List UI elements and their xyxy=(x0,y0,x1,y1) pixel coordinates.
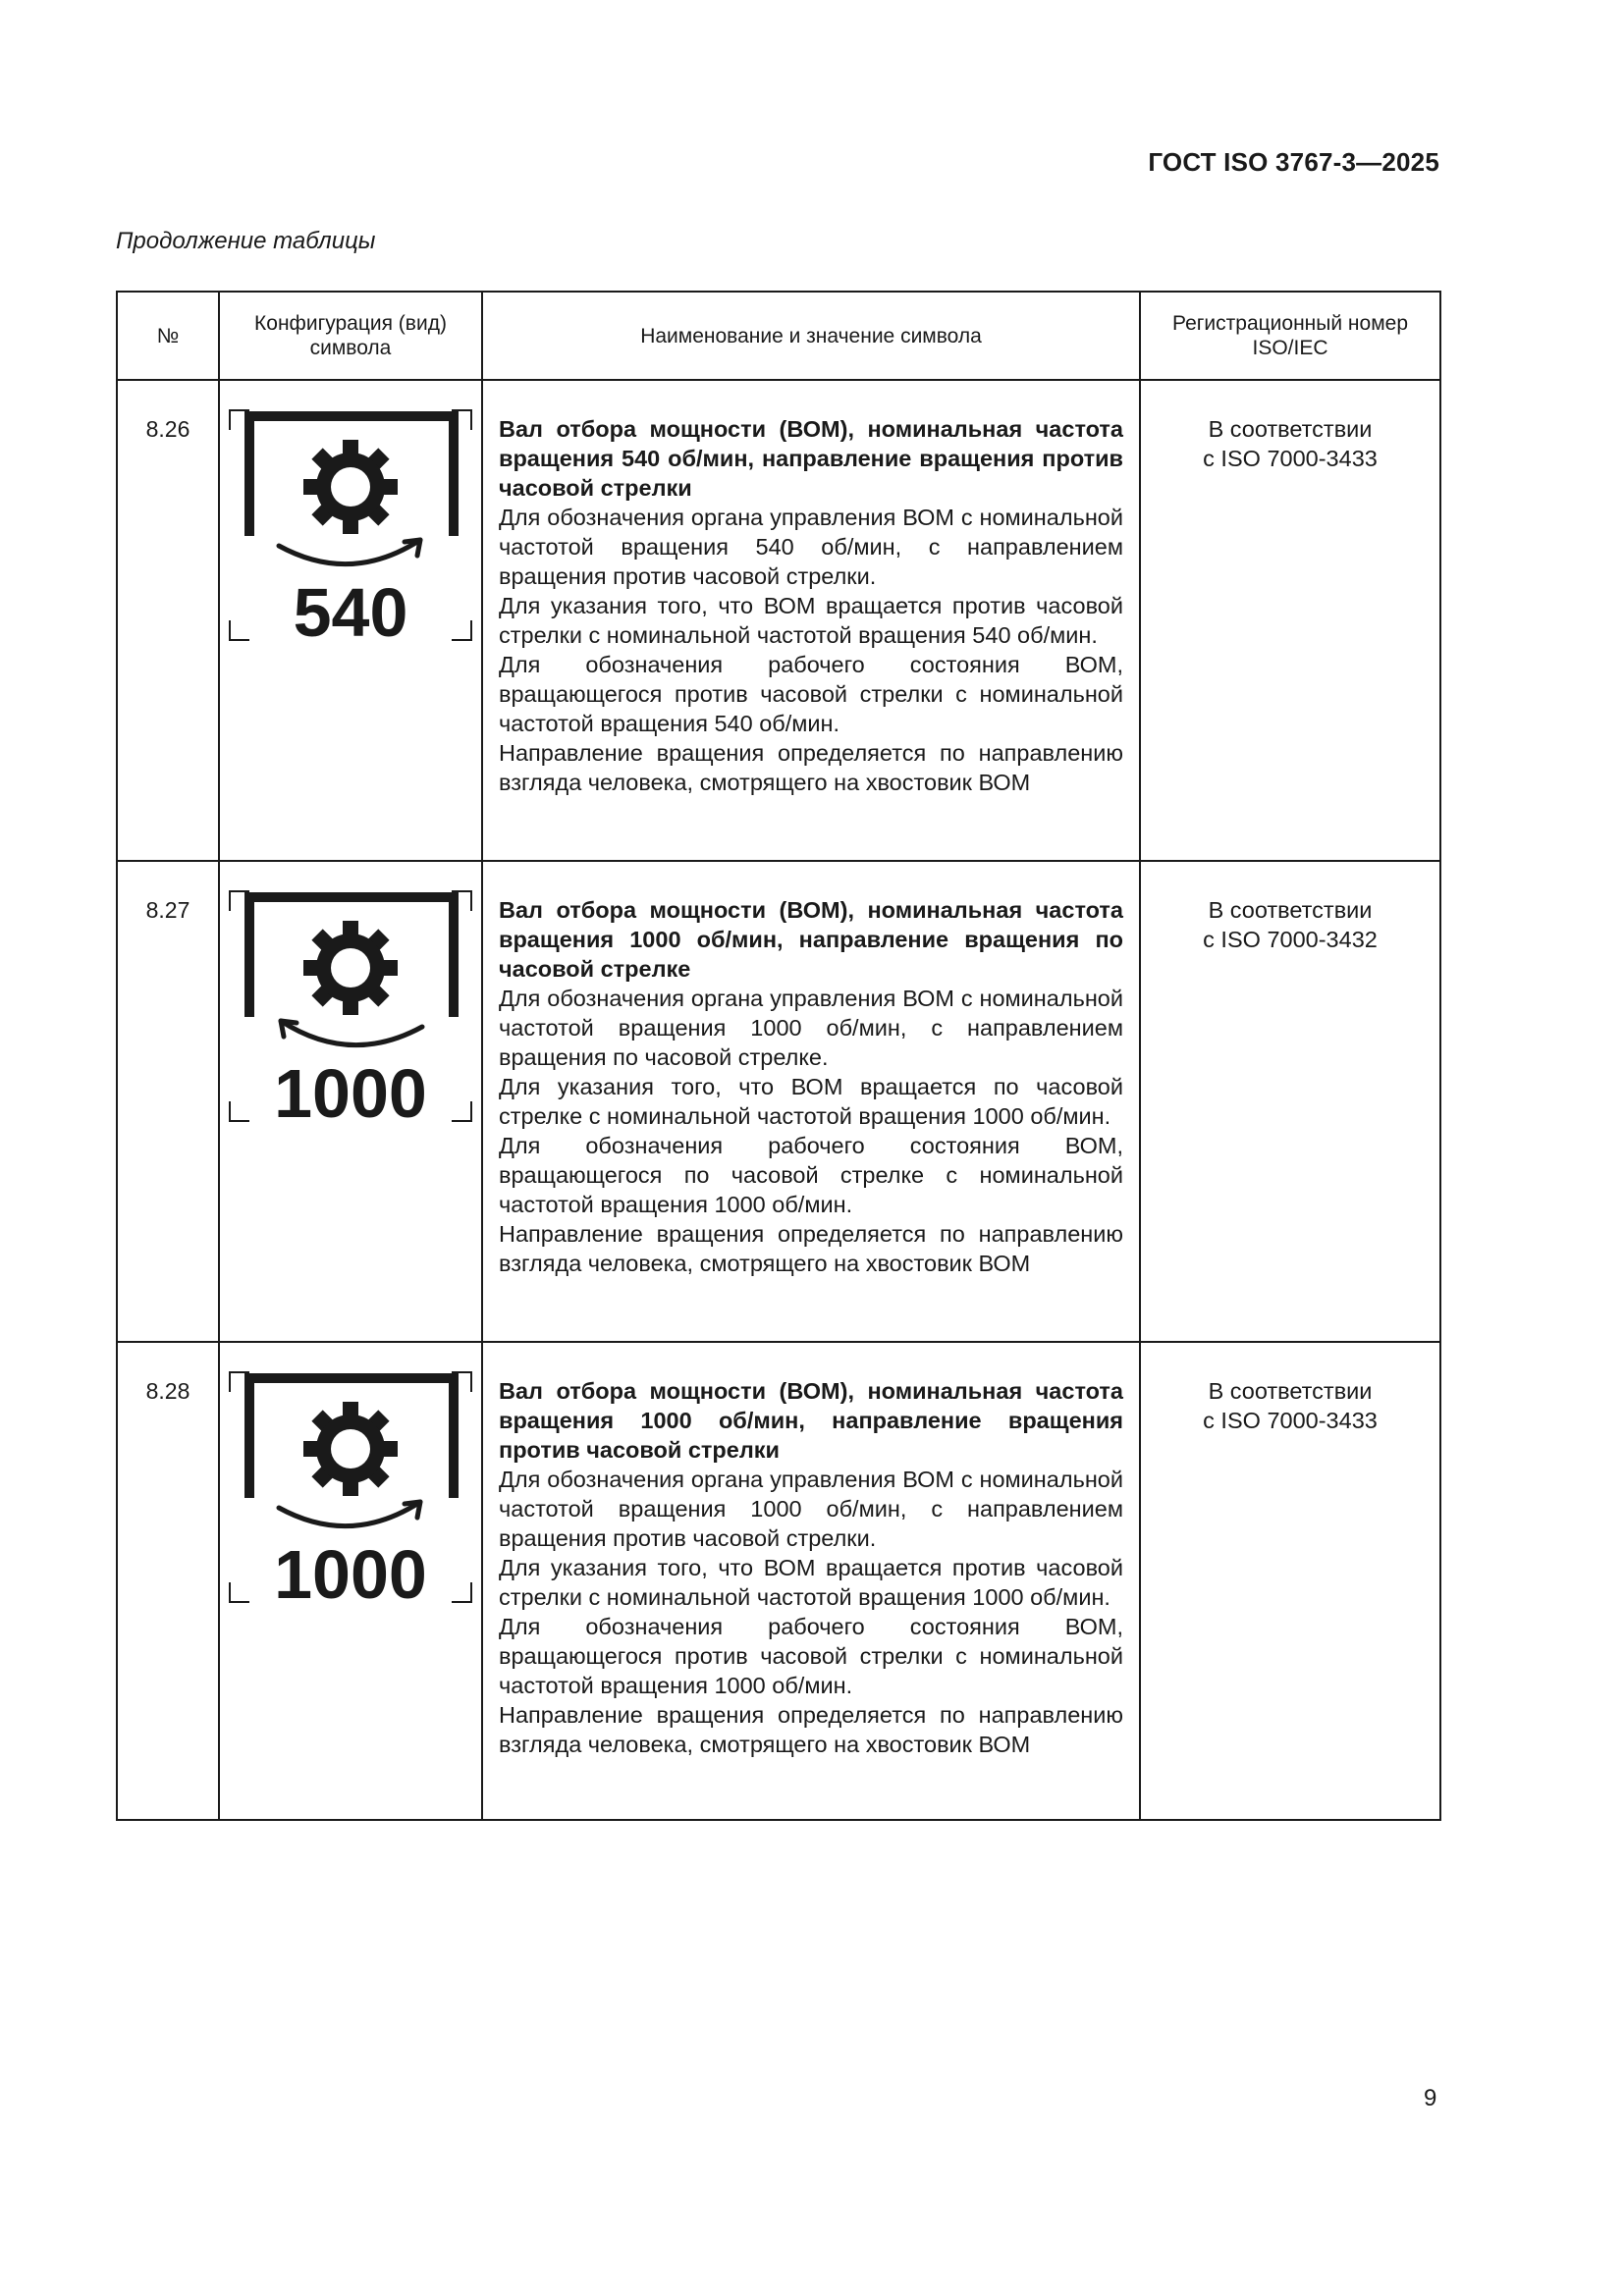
symbol-title: Вал отбора мощности (ВОМ), номинальная частота вращения 1000 об/мин, направление вращения против часовой стрелки xyxy=(499,1378,1123,1463)
registration-number xyxy=(1140,861,1440,1342)
gear-icon xyxy=(303,440,398,534)
registration-line: В соответствии xyxy=(1208,416,1373,442)
column-header-number: № xyxy=(117,292,219,380)
symbols-table xyxy=(116,291,1441,1821)
table-row xyxy=(117,380,1440,861)
page-number: 9 xyxy=(1424,2085,1437,2111)
table-continuation-label: Продолжение таблицы xyxy=(116,228,376,254)
gear-icon xyxy=(303,1402,398,1496)
pto-540-ccw-symbol xyxy=(228,408,473,664)
column-header-symbol: Конфигурация (вид) символа xyxy=(219,292,482,380)
registration-number xyxy=(1140,380,1440,861)
table-row xyxy=(117,1342,1440,1820)
description-paragraph: Для обозначения органа управления ВОМ с номинальной частотой вращения 1000 об/мин, с направлением вращения против часовой стрелки. xyxy=(499,1467,1123,1551)
symbol-speed-label: 540 xyxy=(293,574,408,651)
arrow-clockwise-icon xyxy=(281,1021,422,1045)
symbol-title: Вал отбора мощности (ВОМ), номинальная частота вращения 540 об/мин, направление вращения против часовой стрелки xyxy=(499,416,1123,501)
description-paragraph: Направление вращения определяется по направлению взгляда человека, смотрящего на хвостовик ВОМ xyxy=(499,1221,1123,1276)
description-paragraph: Для обозначения органа управления ВОМ с номинальной частотой вращения 1000 об/мин, с направлением вращения по часовой стрелке. xyxy=(499,986,1123,1070)
symbol-cell xyxy=(219,861,482,1342)
symbol-description xyxy=(482,861,1140,1342)
description-paragraph: Для обозначения рабочего состояния ВОМ, вращающегося по часовой стрелке с номинальной частотой вращения 1000 об/мин. xyxy=(499,1133,1123,1217)
arrow-counterclockwise-icon xyxy=(279,540,420,564)
symbol-description xyxy=(482,380,1140,861)
pto-1000-cw-symbol xyxy=(228,889,473,1145)
symbol-title: Вал отбора мощности (ВОМ), номинальная частота вращения 1000 об/мин, направление вращения по часовой стрелке xyxy=(499,897,1123,982)
description-paragraph: Для указания того, что ВОМ вращается по часовой стрелке с номинальной частотой вращения 1000 об/мин. xyxy=(499,1074,1123,1129)
table-header-row xyxy=(117,292,1440,380)
symbol-cell xyxy=(219,1342,482,1820)
symbol-speed-label: 1000 xyxy=(274,1055,427,1132)
description-paragraph: Направление вращения определяется по направлению взгляда человека, смотрящего на хвостовик ВОМ xyxy=(499,740,1123,795)
column-header-name: Наименование и значение символа xyxy=(482,292,1140,380)
description-paragraph: Для указания того, что ВОМ вращается против часовой стрелки с номинальной частотой вращения 1000 об/мин. xyxy=(499,1555,1123,1610)
symbol-cell xyxy=(219,380,482,861)
description-paragraph: Для обозначения рабочего состояния ВОМ, вращающегося против часовой стрелки с номинальной частотой вращения 1000 об/мин. xyxy=(499,1614,1123,1698)
column-header-registration: Регистрационный номер ISO/IEC xyxy=(1140,292,1440,380)
arrow-counterclockwise-icon xyxy=(279,1502,420,1526)
registration-line: с ISO 7000-3433 xyxy=(1203,446,1378,471)
registration-line: с ISO 7000-3432 xyxy=(1203,927,1378,952)
description-paragraph: Для обозначения органа управления ВОМ с номинальной частотой вращения 540 об/мин, с направлением вращения против часовой стрелки. xyxy=(499,505,1123,589)
standard-designation: ГОСТ ISO 3767-3—2025 xyxy=(1148,147,1439,177)
row-number: 8.27 xyxy=(117,861,219,1342)
symbol-speed-label: 1000 xyxy=(274,1536,427,1613)
registration-number xyxy=(1140,1342,1440,1820)
gear-icon xyxy=(303,921,398,1015)
registration-line: В соответствии xyxy=(1208,1378,1373,1404)
description-paragraph: Для обозначения рабочего состояния ВОМ, вращающегося против часовой стрелки с номинальной частотой вращения 540 об/мин. xyxy=(499,652,1123,736)
symbol-description xyxy=(482,1342,1140,1820)
registration-line: с ISO 7000-3433 xyxy=(1203,1408,1378,1433)
row-number: 8.28 xyxy=(117,1342,219,1820)
pto-1000-ccw-symbol xyxy=(228,1370,473,1626)
row-number: 8.26 xyxy=(117,380,219,861)
description-paragraph: Для указания того, что ВОМ вращается против часовой стрелки с номинальной частотой вращения 540 об/мин. xyxy=(499,593,1123,648)
description-paragraph: Направление вращения определяется по направлению взгляда человека, смотрящего на хвостовик ВОМ xyxy=(499,1702,1123,1757)
registration-line: В соответствии xyxy=(1208,897,1373,923)
table-row xyxy=(117,861,1440,1342)
